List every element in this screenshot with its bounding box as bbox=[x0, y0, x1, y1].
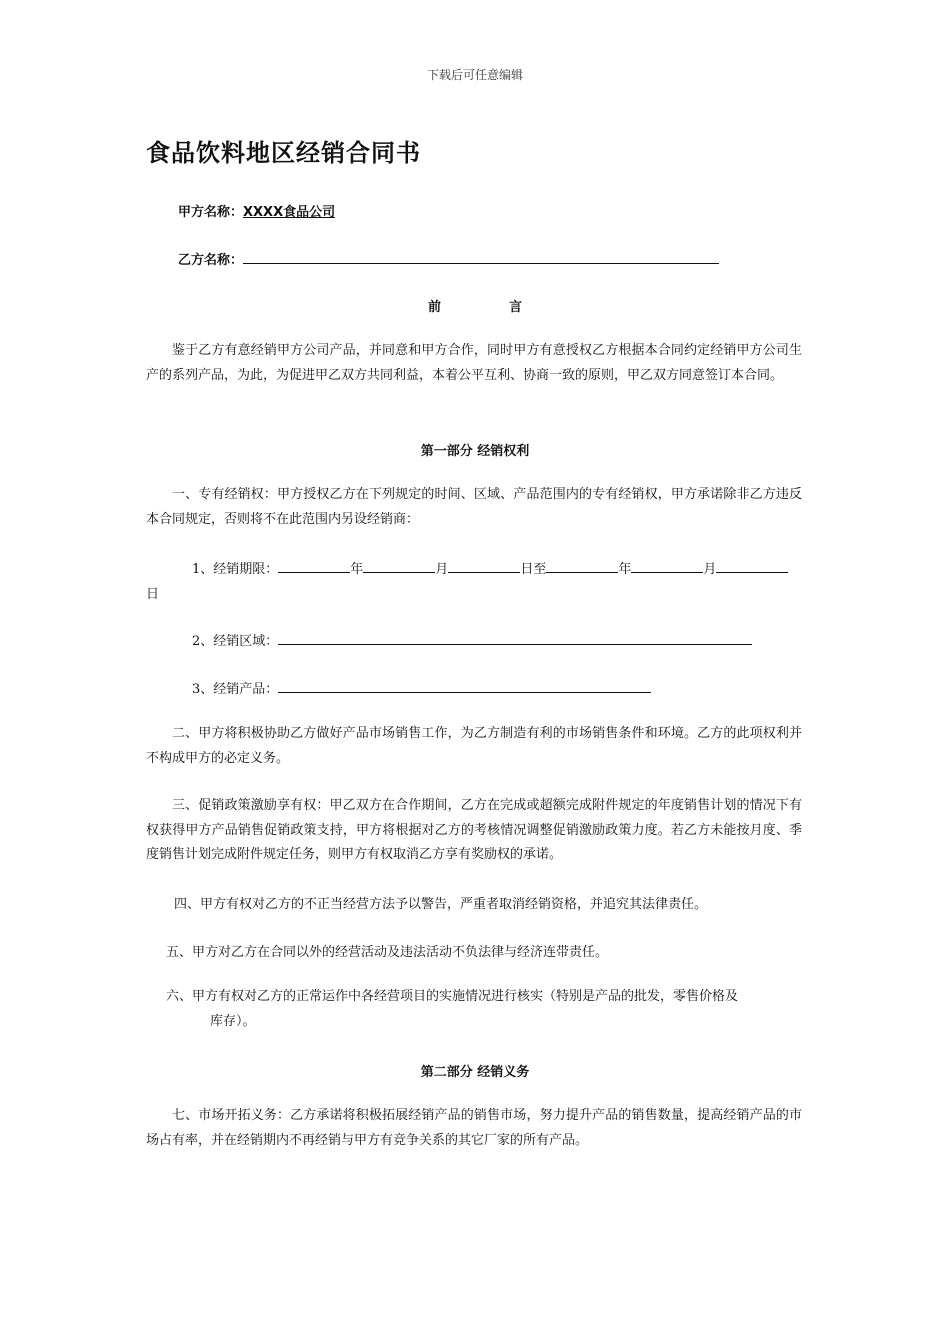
term-line bbox=[192, 558, 788, 577]
document-title: 食品饮料地区经销合同书 bbox=[146, 139, 421, 167]
term-month-blank bbox=[363, 558, 435, 573]
clause-6 bbox=[166, 985, 802, 1034]
region-label: 2、经销区域： bbox=[192, 634, 279, 649]
party-a-line bbox=[178, 201, 335, 220]
clause-7: 七、市场开拓义务：乙方承诺将积极拓展经销产品的销售市场，努力提升产品的销售数量，提高经销产品的市场占有率，并在经销期内不再经销与甲方有竞争关系的其它厂家的所有产品。 bbox=[146, 1108, 802, 1148]
preface-paragraph: 鉴于乙方有意经销甲方公司产品，并同意和甲方合作，同时甲方有意授权乙方根据本合同约定经销甲方公司生产的系列产品，为此，为促进甲乙双方共同利益，本着公平互利、协商一致的原则，甲乙双方同意签订本合同。 bbox=[146, 343, 802, 383]
product-label: 3、经销产品： bbox=[192, 682, 279, 697]
clause-3: 三、促销政策激励享有权：甲乙双方在合作期间，乙方在完成或超额完成附件规定的年度销售计划的情况下有权获得甲方产品销售促销政策支持，甲方将根据对乙方的考核情况调整促销激励政策力度。若乙方未能按月度、季度销售计划完成附件规定任务，则甲方有权取消乙方享有奖励权的承诺。 bbox=[146, 798, 802, 862]
party-b-line bbox=[178, 249, 719, 268]
party-a-label: 甲方名称： bbox=[178, 205, 244, 220]
clause-2: 二、甲方将积极协助乙方做好产品市场销售工作，为乙方制造有利的市场销售条件和环境。乙方的此项权利并不构成甲方的必定义务。 bbox=[146, 726, 802, 766]
term-year2: 年 bbox=[618, 562, 632, 577]
party-a-name: XXXX食品公司 bbox=[243, 205, 336, 220]
term-day-blank bbox=[448, 558, 520, 573]
region-blank bbox=[278, 630, 752, 645]
term-day-end: 日 bbox=[146, 587, 160, 602]
party-b-label: 乙方名称： bbox=[178, 253, 244, 268]
term-day2-blank bbox=[716, 558, 788, 573]
term-day-to: 日至 bbox=[520, 562, 547, 577]
term-month2-blank bbox=[631, 558, 703, 573]
term-month: 月 bbox=[435, 562, 449, 577]
clause-6-line1: 六、甲方有权对乙方的正常运作中各经营项目的实施情况进行核实（特别是产品的批发，零售价格及 bbox=[166, 989, 739, 1004]
part1-heading: 第一部分 经销权利 bbox=[420, 444, 530, 459]
part2-heading: 第二部分 经销义务 bbox=[420, 1065, 530, 1080]
clause-1: 一、专有经销权：甲方授权乙方在下列规定的时间、区域、产品范围内的专有经销权，甲方承诺除非乙方违反本合同规定，否则将不在此范围内另设经销商： bbox=[146, 487, 802, 527]
party-b-blank bbox=[243, 249, 719, 264]
term-label: 1、经销期限： bbox=[192, 562, 279, 577]
clause-4: 四、甲方有权对乙方的不正当经营方法予以警告，严重者取消经销资格，并追究其法律责任。 bbox=[174, 897, 708, 912]
preface-heading-right: 言 bbox=[509, 300, 523, 315]
preface-heading-left: 前 bbox=[427, 300, 441, 315]
preface-heading bbox=[0, 296, 950, 315]
product-blank bbox=[278, 678, 651, 693]
term-year-blank bbox=[278, 558, 350, 573]
term-year: 年 bbox=[350, 562, 364, 577]
term-year2-blank bbox=[546, 558, 618, 573]
product-line bbox=[192, 678, 651, 697]
term-month2: 月 bbox=[703, 562, 717, 577]
page-header: 下载后可任意编辑 bbox=[426, 68, 523, 82]
region-line bbox=[192, 630, 752, 649]
clause-6-line2: 库存）。 bbox=[210, 1013, 256, 1029]
clause-5: 五、甲方对乙方在合同以外的经营活动及违法活动不负法律与经济连带责任。 bbox=[166, 945, 609, 960]
